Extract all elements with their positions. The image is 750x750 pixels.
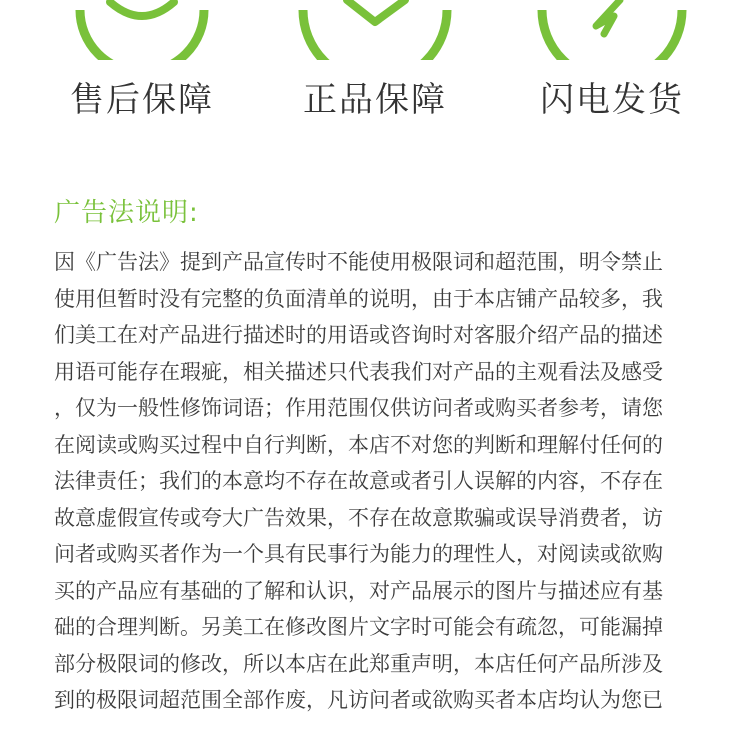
notice-line: 部分极限词的修改，所以本店在此郑重声明，本店任何产品所涉及 [54, 651, 663, 676]
badge-authentic [255, 0, 495, 130]
notice-line: 法律责任；我们的本意均不存在故意或者引人误解的内容，不存在 [54, 469, 663, 493]
notice-line: 在阅读或购买过程中自行判断，本店不对您的判断和理解付任何的 [54, 432, 663, 457]
notice-line: 因《广告法》提到产品宣传时不能使用极限词和超范围，明令禁止 [54, 250, 663, 274]
notice-line: 们美工在对产品进行描述时的用语或咨询时对客服介绍产品的描述 [54, 323, 663, 347]
badge-label: 正品保障 [303, 80, 447, 120]
badge-after-sales [22, 0, 262, 130]
badge-label: 售后保障 [70, 80, 214, 120]
notice-line: 使用但暂时没有完整的负面清单的说明，由于本店铺产品较多，我 [54, 286, 663, 311]
after-sales-shield-icon [22, 0, 262, 60]
badge-label: 闪电发货 [540, 80, 684, 120]
notice-body [54, 244, 702, 719]
notice-line: 问者或购买者作为一个具有民事行为能力的理性人，对阅读或欲购 [54, 542, 663, 566]
service-badges [0, 0, 750, 130]
notice-line: 用语可能存在瑕疵，相关描述只代表我们对产品的主观看法及感受 [54, 359, 663, 384]
notice-line: 础的合理判断。另美工在修改图片文字时可能会有疏忽，可能漏掉 [54, 615, 663, 639]
authentic-leaf-icon [255, 0, 495, 60]
notice-line: 买的产品应有基础的了解和认识，对产品展示的图片与描述应有基 [54, 578, 663, 603]
notice-line: 故意虚假宣传或夸大广告效果，不存在故意欺骗或误导消费者，访 [54, 505, 663, 530]
notice-title: 广告法说明: [54, 198, 199, 228]
badge-fast-shipping [492, 0, 732, 130]
notice-line: ，仅为一般性修饰词语；作用范围仅供访问者或购买者参考，请您 [54, 396, 663, 420]
lightning-icon [492, 0, 732, 60]
notice-line: 到的极限词超范围全部作废，凡访问者或欲购买者本店均认为您已 [54, 688, 663, 712]
